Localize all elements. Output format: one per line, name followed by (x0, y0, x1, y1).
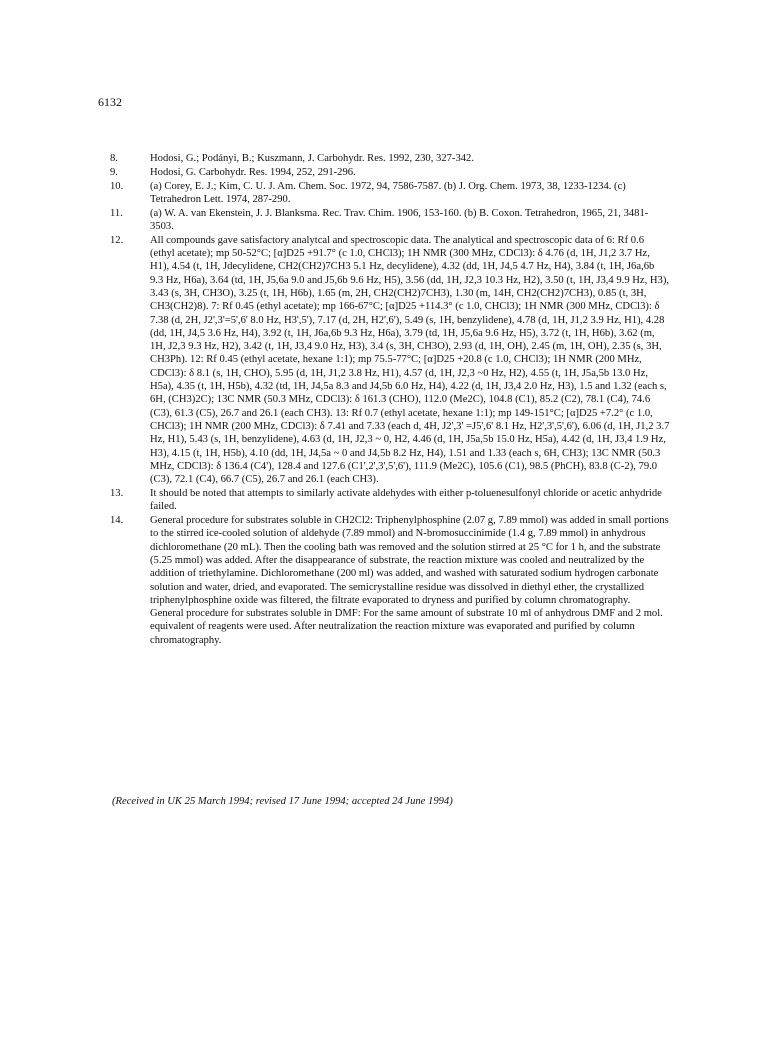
reference-item (110, 207, 670, 234)
reference-number: 9. (110, 166, 118, 178)
reference-text: Hodosi, G. Carbohydr. Res. 1994, 252, 291-296. (150, 166, 356, 178)
reference-number: 12. (110, 234, 124, 246)
page-number: 6132 (98, 95, 122, 109)
reference-item (110, 152, 670, 165)
reference-item (110, 180, 670, 207)
reference-list (110, 152, 670, 647)
reference-text: It should be noted that attempts to similarly activate aldehydes with either p-toluenesulfonyl chloride or acetic anhydride failed. (150, 487, 662, 513)
reference-number: 11. (110, 207, 123, 219)
reference-text (150, 514, 670, 647)
reference-paragraph: General procedure for substrates soluble in CH2Cl2: Triphenylphosphine (2.07 g, 7.89 mmol) was added in small portions to the stirred ice-cooled solution of aldehyde (7.89 mmol) and N-bromosuccinimide (1.4 g, 7.89 mmol) in anhydrous dichloromethane (20 mL). Then the cooling bath was removed and the solution stirred at 25 °C for 1 h, and the substrate (5.25 mmol) was added. After the disappearance of substrate, the reaction mixture was cooled and neutralized by the addition of triethylamine. Dichloromethane (200 ml) was added, and washed with saturated sodium hydrogen carbonate solution and water, dried, and evaporated. The semicrystalline residue was dissolved in diethyl ether, the crystallized triphenylphosphine oxide was filtered, the filtrate evaporated to dryness and purified by column chromatography. (150, 515, 669, 606)
reference-text: Hodosi, G.; Podányi, B.; Kuszmann, J. Carbohydr. Res. 1992, 230, 327-342. (150, 153, 474, 164)
reference-text: All compounds gave satisfactory analytcal and spectroscopic data. The analytical and spectroscopic data of 6: Rf 0.6 (ethyl acetate); mp 50-52°C; [α]D25 +91.7° (c 1.0, CHCl3); 1H NMR (300 MHz, CDCl3): δ 4.76 (d, 1H, J1,2 3.7 Hz, H1), 4.54 (t, 1H, Jdecylidene, CH2(CH2)7CH3 5.1 Hz, decylidene), 4.32 (dd, 1H, J4,5 4.7 Hz, H4), 3.84 (t, 1H, J6a,6b 9.3 Hz, H6a), 3.64 (td, 1H, J5,6a 9.0 and J5,6b 9.6 Hz, H5), 3.56 (dd, 1H, J2,3 10.3 Hz, H2), 3.50 (t, 1H, J3,4 9.9 Hz, H3), 3.43 (s, 3H, CH3O), 3.25 (t, 1H, H6b), 1.65 (m, 2H, CH2(CH2)7CH3), 1.30 (m, 14H, CH2(CH2)7CH3), 0.85 (t, 3H, CH3(CH2)8). 7: Rf 0.45 (ethyl acetate); mp 166-67°C; [α]D25 +114.3° (c 1.0, CHCl3); 1H NMR (300 MHz, CDCl3): δ 7.38 (d, 2H, J2',3'=5',6' 8.0 Hz, H3',5'), 7.17 (d, 2H, H2',6'), 5.49 (s, 1H, benzylidene), 4.78 (d, 1H, J1,2 3.9 Hz, H1), 4.28 (dd, 1H, J4,5 3.6 Hz, H4), 3.92 (t, 1H, J6a,6b 9.3 Hz, H6a), 3.79 (td, 1H, J5,6a 9.6 Hz, H5), 3.72 (t, 1H, H6b), 3.62 (m, 1H, J2,3 9.3 Hz, H2), 3.42 (t, 1H, J3,4 9.0 Hz, H3), 3.4 (s, 3H, CH3O), 2.93 (d, 1H, OH), 2.45 (m, 1H, OH), 2.35 (s, 3H, CH3Ph). 12: Rf 0.45 (ethyl acetate, hexane 1:1); mp 75.5-77°C; [α]D25 +20.8 (c 1.0, CHCl3); 1H NMR (200 MHz, CDCl3): δ 8.1 (s, 1H, CHO), 5.95 (d, 1H, J1,2 3.8 Hz, H1), 4.57 (d, 1H, J2,3 ~0 Hz, H2), 4.55 (t, 1H, J5a,5b 13.0 Hz, H5a), 4.35 (t, 1H, H5b), 4.32 (td, 1H, J4,5a 8.3 and J4,5b 6.0 Hz, H4), 4.22 (d, 1H, J3,4 2.0 Hz, H3), 1.5 and 1.32 (each s, 6H, (CH3)2C); 13C NMR (50.3 MHz, CDCl3): δ 161.3 (CHO), 112.0 (Me2C), 104.8 (C1), 85.2 (C2), 78.1 (C4), 74.6 (C3), 61.3 (C5), 26.7 and 26.1 (each CH3). 13: Rf 0.7 (ethyl acetate, hexane 1:1); mp 149-151°C; [α]D25 +7.2° (c 1.0, CHCl3); 1H NMR (200 MHz, CDCl3): δ 7.41 and 7.33 (each d, 4H, J2',3' =J5',6' 8.1 Hz, H2',3',5',6'), 6.06 (d, 1H, J1,2 3.7 Hz, H1), 5.43 (s, 1H, benzylidene), 4.63 (d, 1H, J2,3 ~ 0, H2, 4.46 (d, 1H, J5a,5b 15.0 Hz, H5a), 4.42 (d, 1H, J3,4 1.9 Hz, H3), 4.15 (t, 1H, H5b), 4.10 (dd, 1H, J4,5a ~ 0 and J4,5b 8.2 Hz, H4), 1.51 and 1.33 (each s, 6H, CH3); 13C NMR (50.3 MHz, CDCl3): δ 136.4 (C4'), 128.4 and 127.6 (C1',2',3',5',6'), 111.9 (Me2C), 105.6 (C1), 98.5 (PhCH), 83.8 (C-2), 79.0 (C3), 72.1 (C4), 66.7 (C5), 26.7 and 26.1 (each CH3). (150, 234, 670, 486)
reference-text: (a) Corey, E. J.; Kim, C. U. J. Am. Chem. Soc. 1972, 94, 7586-7587. (b) J. Org. Chem. 1973, 38, 1233-1234. (c) Tetrahedron Lett. 1974, 287-290. (150, 180, 626, 205)
reference-number: 8. (110, 153, 118, 164)
reference-item (110, 166, 670, 179)
reference-item (110, 514, 670, 647)
reference-number: 14. (110, 515, 124, 527)
reference-number: 13. (110, 487, 124, 499)
reference-paragraph: General procedure for substrates soluble in DMF: For the same amount of substrate 10 ml of anhydrous DMF and 2 mol. equivalent of reagents were used. After neutralization the reaction mixture was evaporated and purified by column chromatography. (150, 608, 663, 646)
reference-number: 10. (110, 180, 124, 192)
reference-item (110, 487, 670, 514)
reference-item (110, 234, 670, 487)
reference-text: (a) W. A. van Ekenstein, J. J. Blanksma. Rec. Trav. Chim. 1906, 153-160. (b) B. Coxon. Tetrahedron, 1965, 21, 3481-3503. (150, 207, 649, 232)
received-note: (Received in UK 25 March 1994; revised 17 June 1994; accepted 24 June 1994) (112, 796, 453, 807)
